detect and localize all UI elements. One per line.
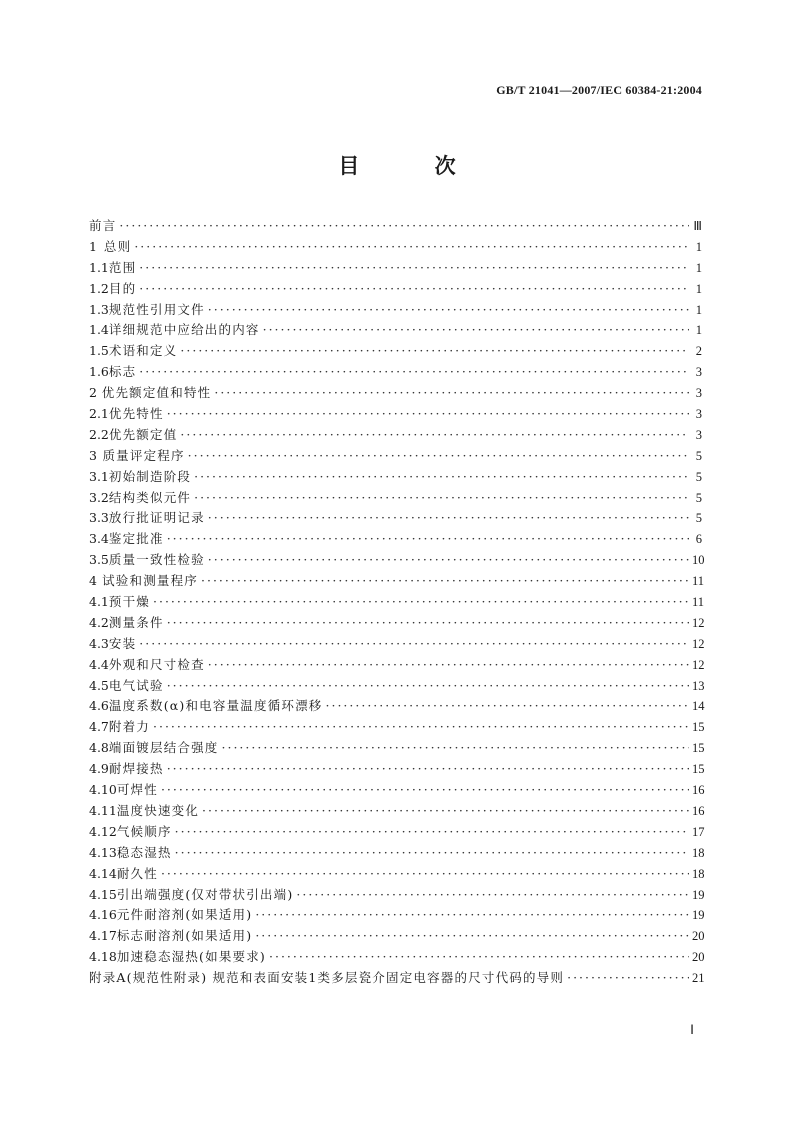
toc-entry-label: 术语和定义 [108, 343, 178, 359]
toc-dot-leader [326, 698, 690, 713]
toc-dot-leader [263, 322, 689, 337]
toc-entry-label: 优先特性 [108, 406, 164, 422]
toc-entry-number: 3.1 [89, 468, 109, 484]
toc-entry-number: 3.5 [89, 552, 109, 568]
toc-entry[interactable] [89, 300, 702, 321]
toc-entry-label: 结构类似元件 [108, 489, 192, 505]
toc-dot-leader [188, 448, 689, 463]
toc-dot-leader [167, 761, 689, 776]
toc-entry[interactable] [89, 801, 705, 822]
toc-entry-page: 10 [692, 553, 705, 568]
toc-entry[interactable] [89, 676, 705, 697]
toc-dot-leader [139, 636, 689, 651]
toc-entry-page: 19 [692, 887, 705, 902]
toc-entry-page: 1 [695, 302, 702, 317]
toc-entry[interactable] [89, 237, 702, 258]
toc-entry-number: 4.14 [89, 865, 117, 881]
toc-entry-page: 15 [692, 762, 705, 777]
toc-entry-page: 20 [692, 929, 705, 944]
toc-entry-page: 13 [692, 678, 705, 693]
toc-dot-leader [161, 782, 689, 797]
toc-entry[interactable] [89, 696, 705, 717]
toc-entry[interactable] [89, 926, 705, 947]
toc-entry-number: 4.7 [89, 719, 109, 735]
toc-entry-label: 温度快速变化 [116, 802, 200, 818]
toc-entry-number: 4.12 [89, 823, 117, 839]
toc-entry-page: 3 [695, 427, 702, 442]
toc-entry-page: 12 [692, 615, 705, 630]
toc-entry-label: 质量评定程序 [102, 447, 185, 463]
toc-entry-label: 标志耐溶剂(如果适用) [116, 928, 253, 944]
toc-dot-leader [567, 970, 689, 985]
toc-dot-leader [208, 552, 689, 567]
toc-entry-page: 3 [695, 407, 702, 422]
toc-dot-leader [269, 949, 689, 964]
toc-entry-page: 1 [695, 239, 702, 254]
toc-entry[interactable] [89, 843, 705, 864]
toc-dot-leader [201, 573, 689, 588]
toc-dot-leader [167, 615, 689, 630]
toc-entry-page: 19 [692, 908, 705, 923]
toc-entry[interactable] [89, 968, 705, 989]
toc-entry-number: 4.10 [89, 782, 117, 798]
toc-entry[interactable] [89, 634, 705, 655]
toc-entry[interactable] [89, 613, 705, 634]
toc-entry-page: 15 [692, 741, 705, 756]
toc-entry[interactable] [89, 488, 702, 509]
toc-dot-leader [296, 887, 689, 902]
toc-dot-leader [175, 824, 689, 839]
toc-entry-page: 18 [692, 866, 705, 881]
toc-entry[interactable] [89, 885, 705, 906]
toc-entry-number: 4.2 [89, 614, 109, 630]
toc-entry-page: 6 [695, 532, 702, 547]
toc-entry-label: 范围 [108, 259, 137, 275]
toc-entry[interactable] [89, 571, 705, 592]
toc-entry-page: 5 [695, 511, 702, 526]
toc-entry[interactable] [89, 822, 705, 843]
toc-entry-label: 外观和尺寸检查 [108, 656, 205, 672]
toc-dot-leader [194, 490, 689, 505]
toc-entry-page: 14 [692, 699, 705, 714]
toc-entry[interactable] [89, 592, 705, 613]
toc-entry[interactable] [89, 780, 705, 801]
toc-entry-label: 加速稳态湿热(如果要求) [116, 949, 266, 965]
toc-dot-leader [194, 469, 689, 484]
toc-entry-page: 17 [692, 824, 705, 839]
toc-dot-leader [167, 678, 689, 693]
toc-entry-number: 1.4 [89, 322, 109, 338]
toc-entry-page: 12 [692, 636, 705, 651]
toc-entry-number: 4.15 [89, 886, 117, 902]
standard-code: GB/T 21041—2007/IEC 60384-21:2004 [496, 83, 702, 97]
toc-entry[interactable] [89, 759, 705, 780]
toc-entry-number: 4.17 [89, 928, 117, 944]
toc-entry-number: 4.3 [89, 635, 109, 651]
toc-entry-page: 3 [695, 365, 702, 380]
toc-entry[interactable] [89, 467, 702, 488]
toc-entry-label: 试验和测量程序 [102, 573, 199, 589]
toc-entry-number: 2.2 [89, 426, 109, 442]
toc-entry[interactable] [89, 320, 702, 341]
toc-entry[interactable] [89, 362, 702, 383]
toc-entry-number: 2.1 [89, 406, 109, 422]
toc-entry[interactable] [89, 216, 702, 237]
toc-entry-label: 目的 [108, 280, 137, 296]
toc-entry-label: 预干燥 [108, 594, 150, 610]
toc-entry-number: 4.18 [89, 949, 117, 965]
toc-entry[interactable] [89, 738, 705, 759]
toc-entry-page: 5 [695, 448, 702, 463]
toc-entry[interactable] [89, 905, 705, 926]
page-title: 目 次 [338, 154, 490, 178]
toc-entry[interactable] [89, 529, 702, 550]
toc-entry-number: 4 [89, 573, 97, 589]
toc-entry-page: 21 [692, 971, 705, 986]
toc-entry-label: 元件耐溶剂(如果适用) [116, 907, 253, 923]
toc-entry-page: 1 [695, 323, 702, 338]
toc-dot-leader [208, 657, 689, 672]
toc-dot-leader [255, 928, 689, 943]
toc-entry[interactable] [89, 446, 702, 467]
toc-entry-label: 标志 [108, 364, 137, 380]
toc-entry-label: 鉴定批准 [108, 531, 164, 547]
toc-dot-leader [167, 531, 689, 546]
toc-dot-leader [180, 343, 689, 358]
toc-entry-number: 1.2 [89, 280, 109, 296]
toc-entry-label: 质量一致性检验 [108, 552, 205, 568]
toc-entry-number: 4.4 [89, 656, 109, 672]
toc-entry-label: 测量条件 [108, 614, 164, 630]
toc-entry-number: 4.1 [89, 594, 109, 610]
toc-entry-label: 安装 [108, 635, 137, 651]
toc-entry-number: 3.4 [89, 531, 109, 547]
toc-entry[interactable] [89, 655, 705, 676]
toc-entry-label: 电气试验 [108, 677, 164, 693]
toc-entry-number: 4.5 [89, 677, 109, 693]
toc-entry-label: 总则 [103, 238, 132, 254]
toc-entry-label: 规范性引用文件 [108, 301, 205, 317]
toc-entry-page: 20 [692, 950, 705, 965]
toc-entry-label: 稳态湿热 [116, 844, 172, 860]
toc-entry-label: 附着力 [108, 719, 150, 735]
toc-entry-label: 放行批证明记录 [108, 510, 205, 526]
toc-entry[interactable] [89, 404, 702, 425]
toc-dot-leader [222, 740, 690, 755]
toc-entry-number: 4.6 [89, 698, 109, 714]
toc-entry-number: 3.3 [89, 510, 109, 526]
toc-entry-page: 15 [692, 720, 705, 735]
toc-entry-label: 附录A(规范性附录) 规范和表面安装1类多层瓷介固定电容器的尺寸代码的导则 [89, 970, 565, 986]
toc-entry-page: 18 [692, 845, 705, 860]
toc-dot-leader [180, 427, 689, 442]
toc-entry-label: 温度系数(α)和电容量温度循环漂移 [108, 698, 323, 714]
toc-entry[interactable] [89, 947, 705, 968]
toc-entry-page: 1 [695, 281, 702, 296]
toc-entry-page: 16 [692, 803, 705, 818]
toc-entry-page: 16 [692, 783, 705, 798]
toc-dot-leader [139, 260, 689, 275]
toc-entry-number: 4.8 [89, 740, 109, 756]
toc-entry-label: 耐久性 [116, 865, 158, 881]
toc-entry-number: 4.9 [89, 761, 109, 777]
toc-entry-page: 12 [692, 657, 705, 672]
toc-dot-leader [134, 239, 689, 254]
toc-entry[interactable] [89, 341, 702, 362]
toc-entry-number: 4.16 [89, 907, 117, 923]
toc-dot-leader [139, 364, 689, 379]
toc-entry-label: 详细规范中应给出的内容 [108, 322, 260, 338]
toc-entry-number: 1.1 [89, 259, 109, 275]
toc-dot-leader [255, 907, 689, 922]
toc-entry[interactable] [89, 383, 702, 404]
toc-dot-leader [202, 803, 689, 818]
toc-dot-leader [161, 866, 689, 881]
toc-entry-page: 11 [692, 574, 705, 589]
toc-dot-leader [119, 218, 689, 233]
toc-entry-label: 端面镀层结合强度 [108, 740, 219, 756]
toc-entry-label: 耐焊接热 [108, 761, 164, 777]
toc-dot-leader [175, 845, 689, 860]
toc-entry-number: 2 [89, 385, 97, 401]
toc-entry[interactable] [89, 864, 705, 885]
toc-entry-page: 5 [695, 490, 702, 505]
toc-entry[interactable] [89, 508, 702, 529]
toc-entry-label: 前言 [89, 218, 117, 233]
toc-entry-label: 气候顺序 [116, 823, 172, 839]
toc-dot-leader [208, 302, 689, 317]
page-number: Ⅰ [690, 1022, 694, 1037]
toc-dot-leader [139, 281, 689, 296]
toc-entry-number: 4.11 [89, 802, 117, 818]
toc-entry[interactable] [89, 717, 705, 738]
toc-entry-number: 1 [89, 238, 97, 254]
toc-entry-number: 1.6 [89, 364, 109, 380]
toc-entry[interactable] [89, 550, 705, 571]
table-of-contents [89, 216, 705, 989]
toc-dot-leader [208, 510, 689, 525]
toc-dot-leader [153, 719, 689, 734]
toc-dot-leader [153, 594, 689, 609]
toc-entry-label: 优先额定值 [108, 426, 178, 442]
toc-entry-page: 11 [692, 595, 705, 610]
toc-entry[interactable] [89, 279, 702, 300]
toc-entry-label: 引出端强度(仅对带状引出端) [116, 886, 294, 902]
toc-entry-number: 3.2 [89, 489, 109, 505]
toc-entry-page: 3 [695, 386, 702, 401]
toc-entry[interactable] [89, 258, 702, 279]
toc-entry[interactable] [89, 425, 702, 446]
toc-entry-page: 5 [695, 469, 702, 484]
toc-entry-page: Ⅲ [693, 219, 702, 233]
toc-entry-label: 可焊性 [116, 782, 158, 798]
toc-entry-label: 优先额定值和特性 [101, 385, 212, 401]
toc-dot-leader [167, 406, 689, 421]
toc-entry-number: 1.5 [89, 343, 109, 359]
toc-dot-leader [214, 385, 689, 400]
toc-entry-number: 4.13 [89, 844, 117, 860]
toc-entry-number: 1.3 [89, 301, 109, 317]
toc-entry-page: 1 [695, 260, 702, 275]
toc-entry-number: 3 [89, 447, 97, 463]
toc-entry-label: 初始制造阶段 [108, 468, 192, 484]
toc-entry-page: 2 [695, 344, 702, 359]
